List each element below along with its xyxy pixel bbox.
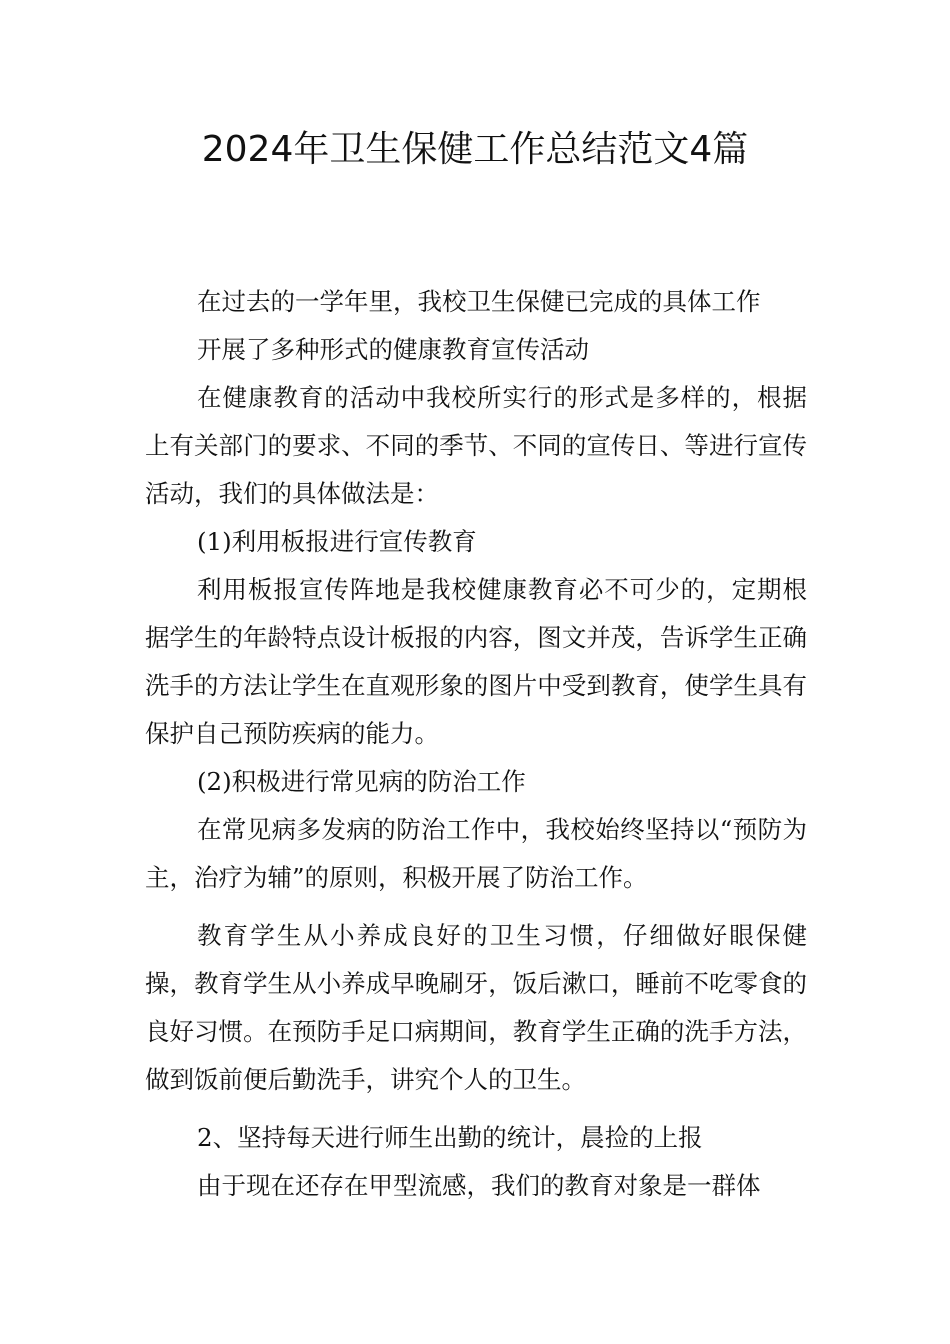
paragraph-heading-activities: 开展了多种形式的健康教育宣传活动 [197, 335, 589, 364]
paragraph-influenza: 由于现在还存在甲型流感，我们的教育对象是一群体 [197, 1171, 761, 1200]
document-body [145, 278, 807, 1210]
document-title: 2024年卫生保健工作总结范文4篇 [201, 129, 749, 170]
paragraph-spacer [145, 902, 807, 912]
paragraph-spacer [145, 1104, 807, 1114]
paragraph-subheading-1: (1)利用板报进行宣传教育 [197, 527, 477, 556]
paragraph-subheading-2: (2)积极进行常见病的防治工作 [197, 767, 526, 796]
paragraph-intro: 在过去的一学年里，我校卫生保健已完成的具体工作 [197, 287, 761, 316]
paragraph-heading-attendance: 2、坚持每天进行师生出勤的统计，晨捡的上报 [197, 1123, 703, 1152]
paragraph-hygiene-habits: 教育学生从小养成良好的卫生习惯，仔细做好眼保健操，教育学生从小养成早晚刷牙，饭后漱口，睡前不吃零食的良好习惯。在预防手足口病期间，教育学生正确的洗手方法，做到饭前便后勤洗手，讲究个人的卫生。 [145, 921, 807, 1094]
paragraph-prevention: 在常见病多发病的防治工作中，我校始终坚持以“预防为主，治疗为辅”的原则，积极开展了防治工作。 [145, 815, 807, 892]
paragraph-activities-forms: 在健康教育的活动中我校所实行的形式是多样的，根据上有关部门的要求、不同的季节、不同的宣传日、等进行宣传活动，我们的具体做法是： [145, 383, 807, 508]
paragraph-blackboard: 利用板报宣传阵地是我校健康教育必不可少的，定期根据学生的年龄特点设计板报的内容，图文并茂，告诉学生正确洗手的方法让学生在直观形象的图片中受到教育，使学生具有保护自己预防疾病的能力。 [145, 575, 807, 748]
